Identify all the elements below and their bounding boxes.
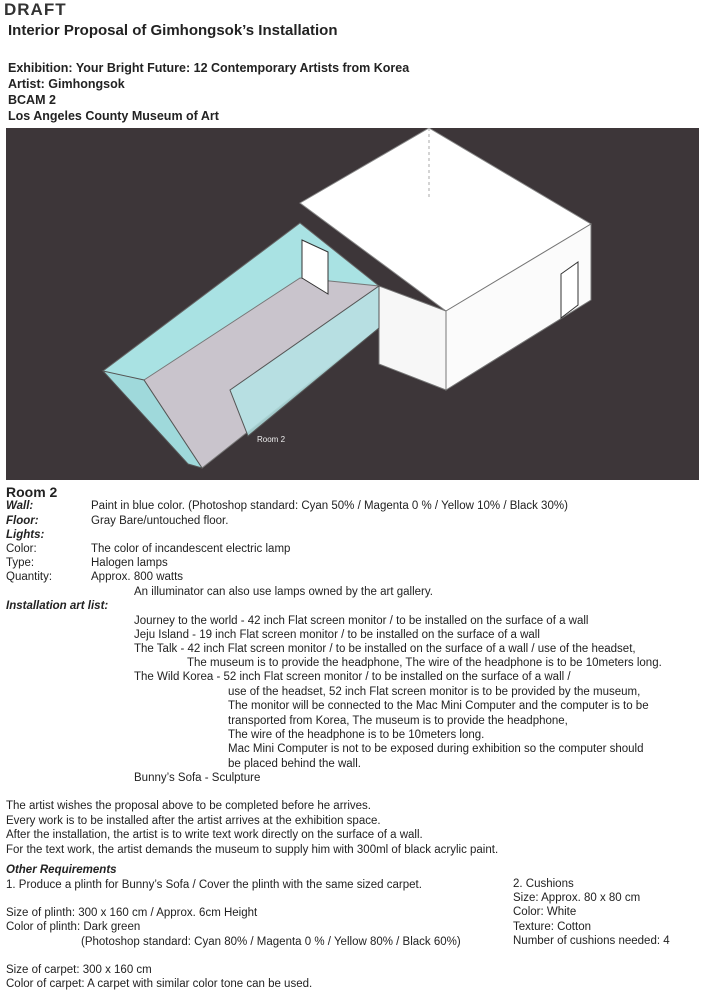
plinth-requirement: 1. Produce a plinth for Bunny’s Sofa / Cover the plinth with the same sized carpet. xyxy=(6,879,422,891)
carpet-color: Color of carpet: A carpet with similar color tone can be used. xyxy=(6,978,313,990)
exhibition-line: Exhibition: Your Bright Future: 12 Contemporary Artists from Korea xyxy=(8,61,410,75)
carpet-size: Size of carpet: 300 x 160 cm xyxy=(6,964,152,976)
illuminator-note: An illuminator can also use lamps owned by the art gallery. xyxy=(134,586,433,598)
note-line: For the text work, the artist demands the museum to supply him with 300ml of black acrylic paint. xyxy=(6,844,499,856)
cushions-texture: Texture: Cotton xyxy=(513,921,591,933)
plinth-color: Color of plinth: Dark green xyxy=(6,921,141,933)
quantity-label: Quantity: xyxy=(6,571,53,583)
plinth-size: Size of plinth: 300 x 160 cm / Approx. 6cm Height xyxy=(6,907,258,919)
art-list-item: use of the headset, 52 inch Flat screen monitor is to be provided by the museum, xyxy=(228,686,641,698)
art-list-item: transported from Korea, The museum is to provide the headphone, xyxy=(228,715,568,727)
cushions-heading: 2. Cushions xyxy=(513,878,574,890)
other-requirements-heading: Other Requirements xyxy=(6,864,117,876)
color-value: The color of incandescent electric lamp xyxy=(91,543,291,555)
art-list-item: Mac Mini Computer is not to be exposed during exhibition so the computer should xyxy=(228,743,644,755)
floor-value: Gray Bare/untouched floor. xyxy=(91,515,229,527)
cushions-color: Color: White xyxy=(513,906,577,918)
cushions-count: Number of cushions needed: 4 xyxy=(513,935,670,947)
lights-label: Lights: xyxy=(6,529,45,541)
art-list-item: The Wild Korea - 52 inch Flat screen monitor / to be installed on the surface of a wall / xyxy=(134,671,571,683)
color-label: Color: xyxy=(6,543,37,555)
building-line: BCAM 2 xyxy=(8,93,56,107)
floor-label: Floor: xyxy=(6,515,39,527)
plinth-color-detail: (Photoshop standard: Cyan 80% / Magenta 0 % / Yellow 80% / Black 60%) xyxy=(81,936,461,948)
draft-stamp: DRAFT xyxy=(4,0,67,19)
art-list-item: be placed behind the wall. xyxy=(228,758,361,770)
room-3d-render-svg xyxy=(6,128,699,480)
room-heading: Room 2 xyxy=(6,484,58,500)
art-list-item: Bunny’s Sofa - Sculpture xyxy=(134,772,261,784)
art-list-item: The museum is to provide the headphone, The wire of the headphone is to be 10meters long. xyxy=(187,657,662,669)
wall-label: Wall: xyxy=(6,500,34,512)
type-value: Halogen lamps xyxy=(91,557,168,569)
room-2-label: Room 2 xyxy=(257,435,286,444)
art-list-item: Journey to the world - 42 inch Flat screen monitor / to be installed on the surface of a wall xyxy=(134,615,589,627)
cushions-size: Size: Approx. 80 x 80 cm xyxy=(513,892,641,904)
note-line: After the installation, the artist is to write text work directly on the surface of a wall. xyxy=(6,829,423,841)
art-list-item: Jeju Island - 19 inch Flat screen monitor / to be installed on the surface of a wall xyxy=(134,629,540,641)
note-line: Every work is to be installed after the artist arrives at the exhibition space. xyxy=(6,815,381,827)
note-line: The artist wishes the proposal above to be completed before he arrives. xyxy=(6,800,372,812)
room-3d-render xyxy=(6,128,699,480)
artist-line: Artist: Gimhongsok xyxy=(8,77,125,91)
art-list-item: The wire of the headphone is to be 10meters long. xyxy=(228,729,485,741)
art-list-item: The Talk - 42 inch Flat screen monitor / to be installed on the surface of a wall / use of the headset, xyxy=(134,643,636,655)
wall-value: Paint in blue color. (Photoshop standard: Cyan 50% / Magenta 0 % / Yellow 10% / Black 30%) xyxy=(91,500,568,512)
type-label: Type: xyxy=(6,557,35,569)
document-title: Interior Proposal of Gimhongsok’s Installation xyxy=(8,22,338,39)
installation-art-list-label: Installation art list: xyxy=(6,600,109,612)
art-list-item: The monitor will be connected to the Mac Mini Computer and the computer is to be xyxy=(228,700,649,712)
museum-line: Los Angeles County Museum of Art xyxy=(8,109,219,123)
quantity-value: Approx. 800 watts xyxy=(91,571,184,583)
